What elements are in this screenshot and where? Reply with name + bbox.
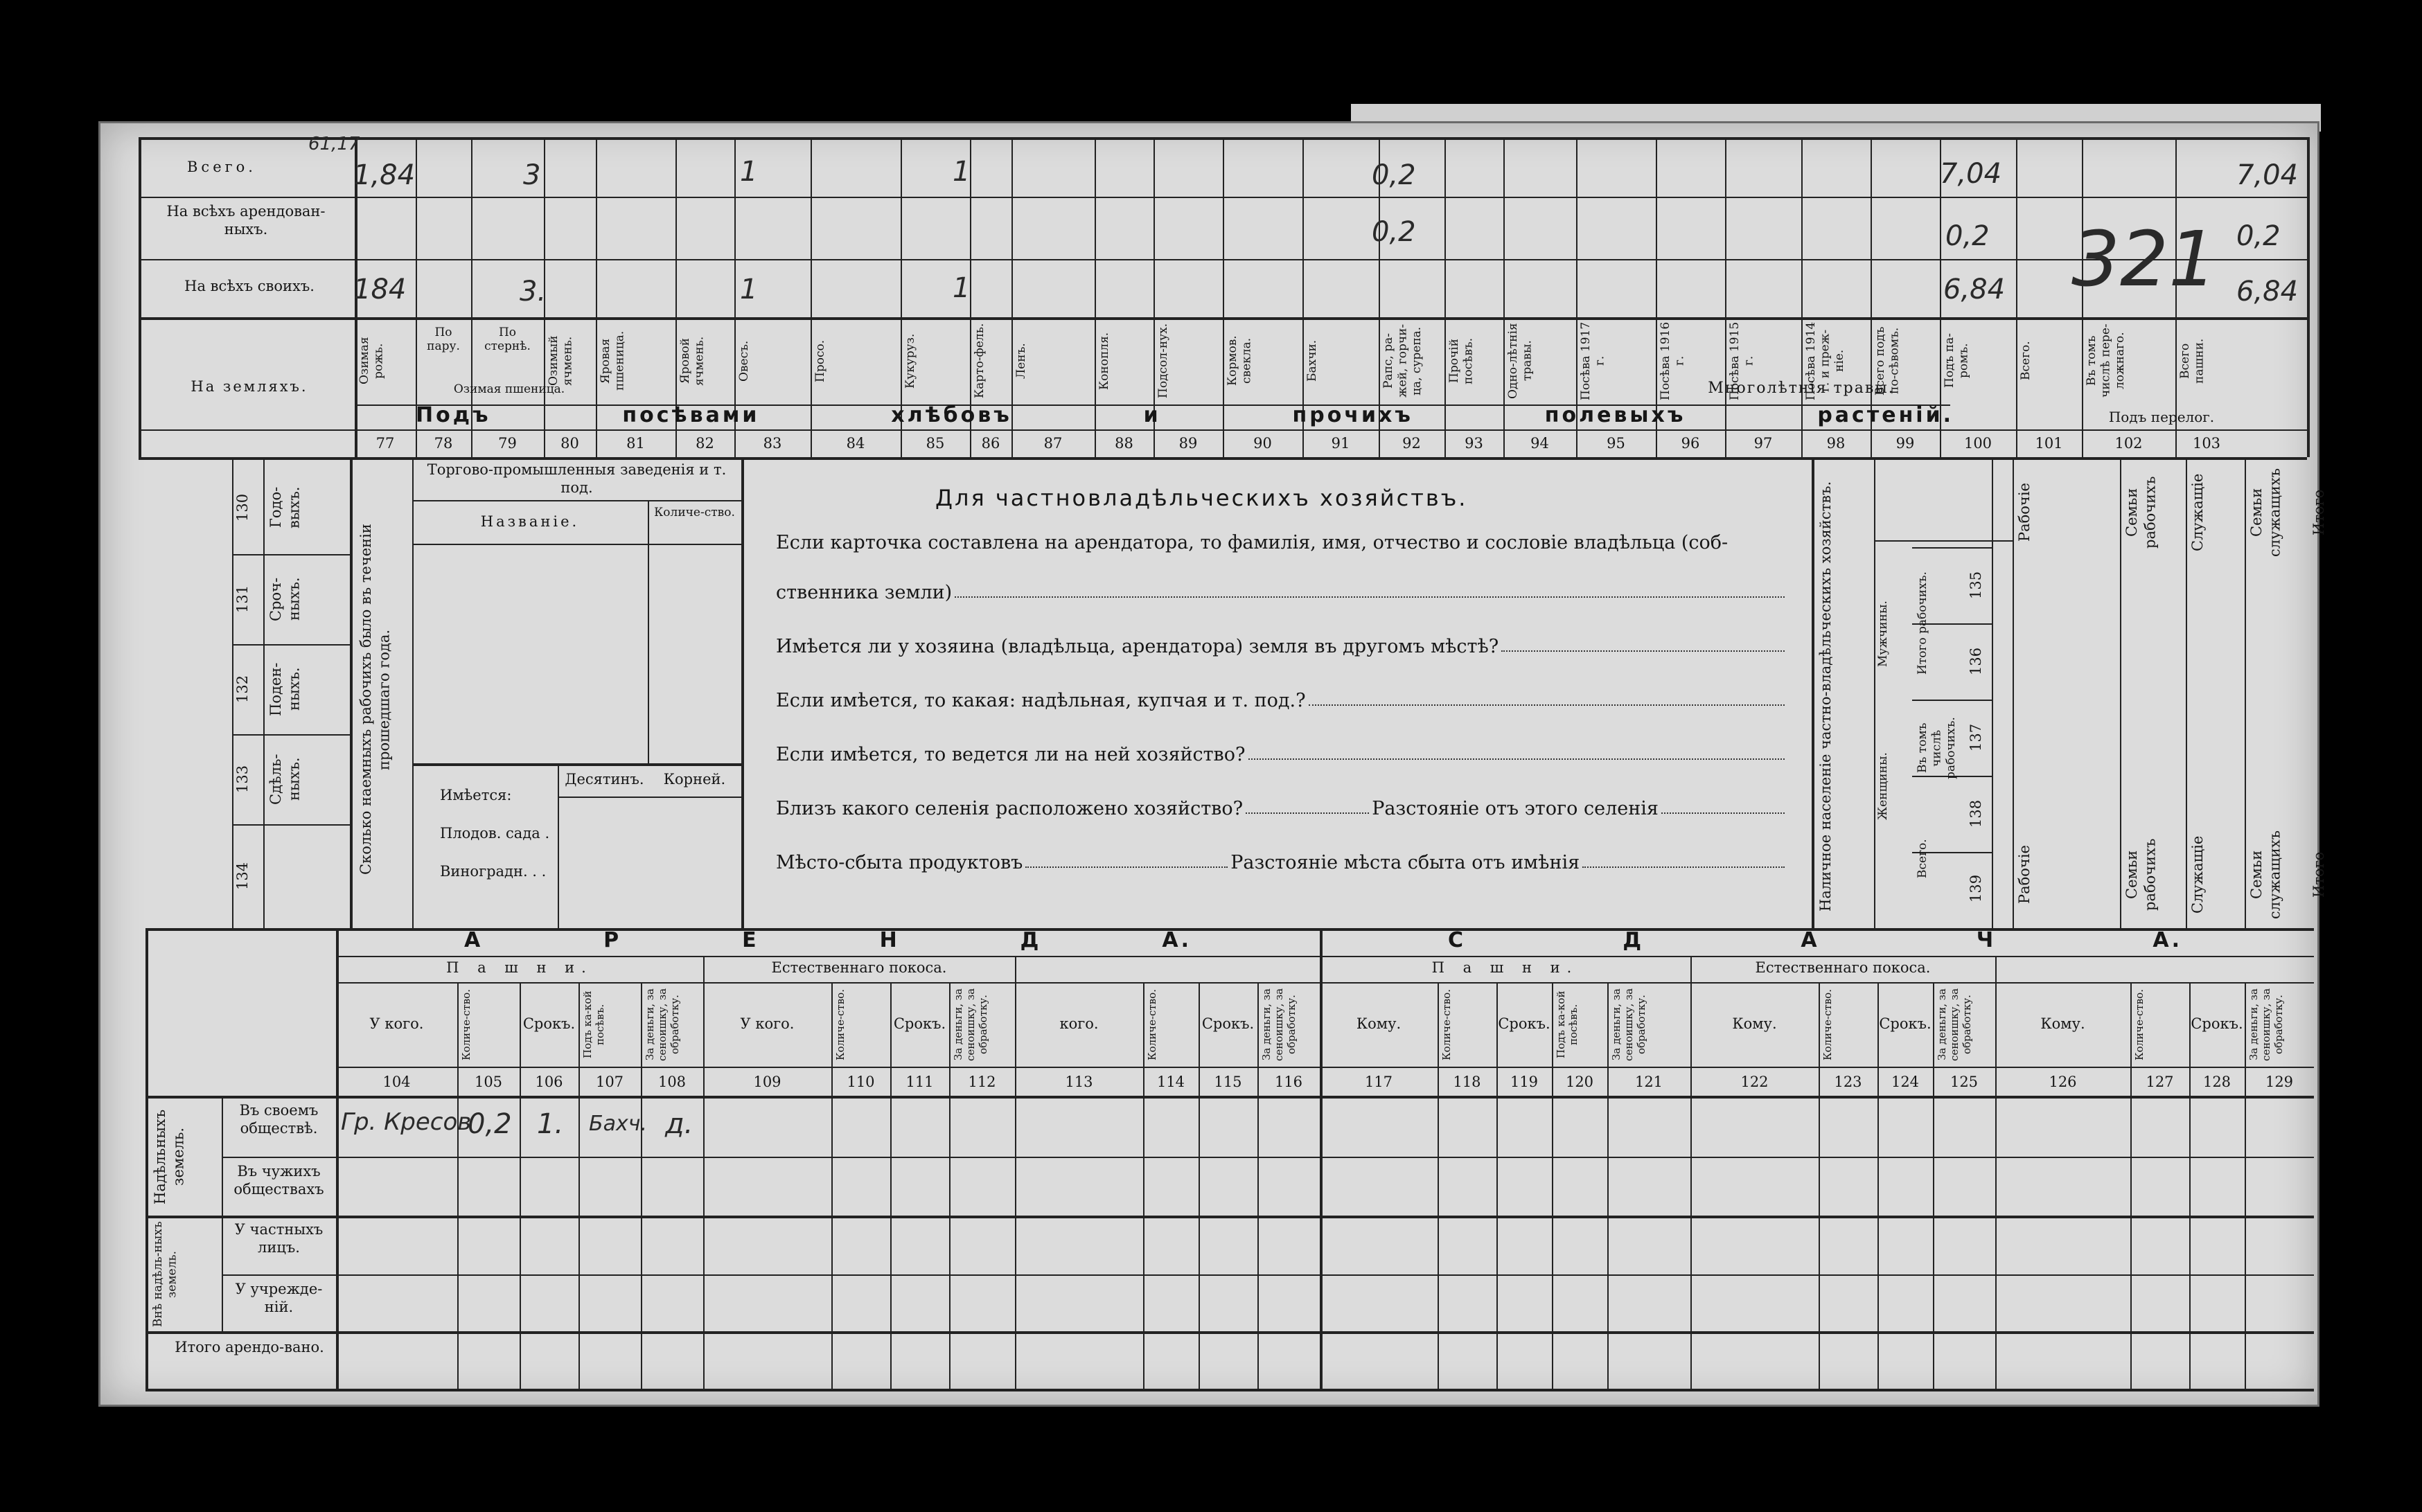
top-col-number: 89 (1178, 435, 1198, 452)
hand-svoih-rozh: 184 (353, 274, 407, 305)
bottom-col-divider (1819, 982, 1820, 1389)
top-col-label: Просо. (813, 339, 827, 382)
bottom-col-divider (1199, 982, 1200, 1389)
top-col-label: Посѣва 1915 г. (1728, 321, 1756, 400)
bottom-col-number: 104 (382, 1074, 411, 1090)
bottom-col-divider (1995, 982, 1997, 1389)
bottom-col-number: 127 (2146, 1074, 2174, 1090)
top-col-label: Всего подъ по-сѣвомъ. (1873, 326, 1902, 395)
bottom-col-label: За деньги, за сеноишку, за обработку. (644, 988, 681, 1062)
hand-arenda-srok: 1. (537, 1108, 564, 1140)
row-label-zemlyah: На земляхъ. (191, 378, 308, 395)
pop-itogo-rab: Итого рабочихъ. (1916, 571, 1929, 675)
hand-svoih-pashni: 6,84 (2236, 276, 2299, 308)
hand-svoih-kukuruza: 1 (953, 272, 971, 304)
nadel-label: Надѣльныхъ земель. (152, 1109, 187, 1204)
hand-vsego-posev: 7,04 (1940, 158, 2002, 190)
bottom-col-divider (336, 982, 337, 1389)
vne-label: Внѣ надѣль-ныхъ земель. (151, 1221, 179, 1327)
bottom-col-number: 117 (1364, 1074, 1393, 1090)
population-title: Наличное населенiе частно-владѣльческихъ хозяйствъ. (1817, 481, 1834, 911)
bottom-col-number: 119 (1510, 1074, 1539, 1090)
bottom-group-pokos: Естественнаго покоса. (771, 959, 947, 976)
bottom-col-number: 129 (2265, 1074, 2294, 1090)
bottom-col-divider (1015, 982, 1016, 1389)
bottom-group-divider (1995, 956, 1997, 982)
top-col-label: Карто-фель. (973, 323, 987, 399)
pop-cat-top: Семьи рабочихъ (2123, 476, 2159, 549)
bottom-col-divider (1496, 982, 1498, 1389)
q1-text: Если карточка составлена на арендатора, то фамилiя, имя, отчество и сословiе владѣльца (соб- (776, 532, 1729, 553)
q3-text: Если имѣется, то какая: надѣльная, купчая и т. под.? (776, 690, 1306, 711)
bottom-col-number: 107 (595, 1074, 624, 1090)
top-col-label: Рапс, ра-жей, горчи-ца, сурепа. (1381, 323, 1424, 398)
top-col-number: 84 (846, 435, 865, 452)
bottom-col-number: 118 (1453, 1074, 1481, 1090)
worker-col-label: Сроч-ныхъ. (267, 577, 303, 621)
hand-arend-bahchi: 0,2 (1372, 216, 1416, 248)
worker-col-label: Поден-ныхъ. (267, 662, 303, 716)
bottom-col-divider (1438, 982, 1439, 1389)
top-col-label: Посѣва 1914 г. и преж-нiе. (1804, 321, 1846, 400)
pop-cat-bottom: Семьи служащихъ (2248, 830, 2283, 919)
top-col-number: 80 (560, 435, 579, 452)
hand-arenda-posev: Бахч. (589, 1112, 647, 1136)
bottom-col-divider (2130, 982, 2132, 1389)
top-col-number: 99 (1895, 435, 1915, 452)
top-col-number: 83 (763, 435, 782, 452)
hand-vsego-yachmen: 1 (740, 156, 758, 188)
pop-vsego: Всего. (1916, 839, 1929, 879)
bottom-col-label: За деньги, за сеноишку, за обработку. (1260, 988, 1298, 1062)
bottom-col-number: 106 (535, 1074, 563, 1090)
top-col-number: 92 (1402, 435, 1421, 452)
hand-svoih-stern: 3. (520, 276, 547, 308)
row-chastnyh: У частныхъ лицъ. (234, 1221, 324, 1256)
bottom-col-label: За деньги, за сеноишку, за обработку. (1936, 988, 1973, 1062)
bottom-col-number: 125 (1950, 1074, 1979, 1090)
bottom-col-number: 124 (1891, 1074, 1920, 1090)
top-col-label: Подсол-нух. (1156, 323, 1170, 399)
top-col-number: 79 (498, 435, 517, 452)
top-col-label: Кормов. свекла. (1226, 335, 1254, 386)
top-col-number: 90 (1253, 435, 1272, 452)
hand-arenda-kol: 0,2 (468, 1108, 512, 1140)
row-label-svoih: На всѣхъ своихъ. (184, 278, 315, 294)
bottom-group-pokos: Естественнаго покоса. (1755, 959, 1931, 976)
bottom-col-label: За деньги, за сеноишку, за обработку. (2247, 988, 2285, 1062)
q6-text: Мѣсто-сбыта продуктовъ (776, 852, 1023, 873)
bottom-col-label: Срокъ. (522, 1015, 576, 1032)
bottom-col-divider (2189, 982, 2191, 1389)
bottom-col-number: 112 (968, 1074, 996, 1090)
pop-number: 137 (1968, 723, 1984, 752)
top-col-label: Въ томъ числѣ пере-ложнаго. (2085, 323, 2127, 398)
group-pod-posev: Подъ посѣвами хлѣбовъ и прочихъ полевыхъ растенiй. (416, 403, 1954, 427)
pop-cat-bottom: Итого (2310, 851, 2327, 898)
bottom-col-divider (641, 982, 642, 1389)
top-col-number: 96 (1681, 435, 1700, 452)
pop-zhensh: Женщины. (1876, 752, 1890, 820)
top-col-label: Конопля. (1097, 332, 1111, 390)
pop-muzh: Мужчины. (1876, 601, 1890, 667)
bottom-col-label: Количе-ство. (1146, 989, 1158, 1060)
trade-qty: Количе-ство. (654, 506, 735, 519)
top-col-number: 88 (1115, 435, 1133, 452)
top-col-number: 87 (1043, 435, 1063, 452)
top-col-label: По пару. (427, 326, 460, 354)
top-col-number: 103 (2192, 435, 2221, 452)
row-uchrezhd: У учрежде-нiй. (235, 1281, 323, 1316)
arenda-title: А Р Е Н Д А. (464, 928, 1192, 952)
top-col-number: 94 (1530, 435, 1549, 452)
bottom-col-label: Срокъ. (893, 1015, 946, 1032)
trade-korney: Корней. (663, 771, 726, 788)
sdacha-title: С Д А Ч А. (1448, 928, 2182, 952)
bottom-col-number: 111 (905, 1074, 934, 1090)
bottom-col-divider (1933, 982, 1934, 1389)
bottom-col-label: Подъ ка-кой посѣвъ. (581, 990, 606, 1059)
workers-title: Сколько наемныхъ рабочихъ было въ теченiи прошедшаго года. (357, 524, 393, 875)
top-col-label: Яровая пшеница. (599, 330, 627, 391)
bottom-col-label: Подъ ка-кой посѣвъ. (1555, 990, 1580, 1059)
top-col-label: Одно-лѣтнiя травы. (1506, 323, 1535, 399)
bottom-col-divider (703, 982, 705, 1389)
top-col-number: 95 (1607, 435, 1625, 452)
bottom-col-divider (520, 982, 521, 1389)
bottom-col-number: 105 (474, 1074, 503, 1090)
q5b-text: Разстоянiе отъ этого селенiя (1372, 798, 1659, 819)
top-col-number: 93 (1465, 435, 1483, 452)
worker-col-number: 133 (234, 765, 251, 794)
pop-cat-bottom: Рабочiе (2016, 845, 2033, 904)
bottom-col-number: 114 (1156, 1074, 1185, 1090)
bottom-col-divider (457, 982, 459, 1389)
hand-vsego-stern: 3 (523, 159, 541, 191)
hand-arend-pashni: 0,2 (2236, 220, 2281, 252)
top-col-number: 97 (1753, 435, 1773, 452)
hand-arend-posev: 0,2 (1945, 220, 1990, 252)
bottom-col-label: За деньги, за сеноишку, за обработку. (1610, 988, 1647, 1062)
top-col-label: Овесъ. (737, 340, 751, 382)
top-col-number: 100 (1963, 435, 1992, 452)
top-col-number: 85 (926, 435, 945, 452)
bottom-col-label: кого. (1059, 1015, 1099, 1032)
top-col-number: 98 (1826, 435, 1846, 452)
trade-sad: Плодов. сада . (440, 825, 550, 842)
pop-number: 135 (1968, 571, 1984, 600)
trade-name: Названiе. (480, 513, 580, 530)
bottom-col-label: Срокъ. (1498, 1015, 1550, 1032)
bottom-col-label: У кого. (369, 1015, 424, 1032)
hand-svoih-posev: 6,84 (1943, 274, 2006, 305)
bottom-col-label: У кого. (740, 1015, 795, 1032)
top-col-label: Подъ па-ромъ. (1943, 333, 1971, 389)
bottom-group-pashni: П а ш н и. (446, 959, 593, 976)
top-col-label: Всего пашни. (2178, 338, 2207, 384)
bottom-col-label: Количе-ство. (460, 989, 472, 1060)
bottom-col-divider (1877, 982, 1879, 1389)
group-mnogolet: Многолѣтнiя травы. (1708, 380, 1895, 397)
row-chuzhih: Въ чужихъ обществахъ (233, 1163, 324, 1198)
hand-vsego-pashni: 7,04 (2236, 159, 2299, 191)
top-col-label: Озимая рожь. (357, 337, 386, 385)
pop-cat-bottom: Семьи рабочихъ (2123, 838, 2159, 911)
worker-col-number: 132 (234, 675, 251, 704)
bottom-col-divider (2245, 982, 2246, 1389)
row-label-arend: На всѣхъ арендован-ныхъ. (166, 203, 326, 238)
row-svoem: Въ своемъ обществѣ. (239, 1102, 319, 1137)
worker-col-number: 130 (234, 493, 251, 522)
q5-text: Близъ какого селенiя расположено хозяйство? (776, 798, 1244, 819)
bottom-col-number: 123 (1834, 1074, 1862, 1090)
private-title: Для частновладѣльческихъ хозяйствъ. (935, 485, 1468, 511)
pop-cat-top: Итого (2310, 489, 2327, 536)
bottom-col-number: 110 (847, 1074, 875, 1090)
bottom-col-label: Количе-ство. (834, 989, 847, 1060)
bottom-col-label: За деньги, за сеноишку, за обработку. (952, 988, 989, 1062)
bottom-col-number: 121 (1634, 1074, 1663, 1090)
top-col-number: 102 (2114, 435, 2143, 452)
q1b-text: ственника земли) (776, 582, 953, 603)
top-col-number: 91 (1331, 435, 1350, 452)
top-col-label: Всего. (2019, 341, 2033, 381)
hand-big-number: 321 (2071, 215, 2217, 303)
group-pod-pereleg: Подъ перелог. (2108, 409, 2215, 425)
pop-cat-top: Семьи служащихъ (2248, 468, 2283, 558)
group-ozim-psh: Озимая пшеница. (453, 382, 565, 396)
bottom-col-divider (831, 982, 833, 1389)
top-col-number: 77 (375, 435, 395, 452)
bottom-col-label: Кому. (1356, 1015, 1402, 1032)
trade-vinograd: Виноградн. . . (440, 863, 547, 880)
bottom-col-label: Количе-ство. (2133, 989, 2146, 1060)
hand-vsego-kukuruza: 1 (953, 156, 971, 188)
bottom-col-label: Срокъ. (1201, 1015, 1255, 1032)
top-col-label: По стернѣ. (484, 326, 531, 354)
worker-col-label: Годо-выхъ. (267, 486, 303, 528)
bottom-col-number: 128 (2202, 1074, 2231, 1090)
trade-imeetsya: Имѣется: (440, 787, 512, 803)
bottom-col-label: Срокъ. (2191, 1015, 2243, 1032)
pop-number: 139 (1968, 874, 1984, 902)
pop-number: 138 (1968, 799, 1984, 828)
worker-col-number: 134 (234, 862, 251, 891)
bottom-col-divider (1607, 982, 1609, 1389)
top-col-number: 86 (981, 435, 1000, 452)
pop-cat-top: Служащiе (2189, 473, 2206, 552)
row-label-vsego: Всего. (187, 159, 256, 175)
bottom-col-label: Срокъ. (1879, 1015, 1932, 1032)
worker-col-number: 131 (234, 585, 251, 614)
bottom-col-number: 126 (2049, 1074, 2077, 1090)
hand-vsego-bahchi: 0,2 (1372, 159, 1416, 191)
hand-arenda-u-kogo: Гр. Кресов (341, 1108, 472, 1136)
trade-desyatin: Десятинъ. (565, 771, 644, 788)
bottom-col-label: Количе-ство. (1440, 989, 1453, 1060)
top-col-label: Озимый ячмень. (547, 335, 575, 386)
pop-cat-bottom: Служащiе (2189, 835, 2206, 914)
bottom-col-label: Количе-ство. (1821, 989, 1834, 1060)
bottom-group-pashni: П а ш н и. (1431, 959, 1579, 976)
bottom-col-divider (1552, 982, 1553, 1389)
hand-svoih-yachmen: 1 (740, 274, 758, 305)
bottom-col-divider (1143, 982, 1144, 1389)
top-col-label: Посѣва 1917 г. (1579, 321, 1607, 400)
bottom-col-number: 108 (657, 1074, 687, 1090)
pop-v-tom: Въ томъ числѣ рабочихъ. (1916, 717, 1958, 779)
top-col-label: Кукуруз. (903, 333, 917, 389)
bottom-col-divider (1320, 982, 1321, 1389)
row-itogo: Итого арендо-вано. (175, 1339, 324, 1355)
bottom-col-number: 122 (1740, 1074, 1769, 1090)
bottom-col-number: 113 (1065, 1074, 1093, 1090)
pop-cat-top: Рабочiе (2016, 483, 2033, 542)
q6b-text: Разстоянiе мѣста сбыта отъ имѣнiя (1230, 852, 1580, 873)
hand-vsego-small: 61,17 (308, 134, 360, 154)
top-col-number: 78 (434, 435, 453, 452)
q2-text: Имѣется ли у хозяина (владѣльца, арендатора) земля въ другомъ мѣстѣ? (776, 636, 1499, 657)
bottom-col-divider (1257, 982, 1259, 1389)
bottom-group-divider (1015, 956, 1016, 982)
bottom-col-divider (890, 982, 892, 1389)
trade-title: Торгово-промышленныя заведенiя и т. под. (427, 461, 727, 497)
bottom-col-number: 116 (1274, 1074, 1303, 1090)
bottom-col-divider (578, 982, 580, 1389)
top-col-label: Прочiй посѣвъ. (1447, 337, 1476, 384)
worker-col-label: Сдѣль-ныхъ. (267, 754, 303, 805)
q4-text: Если имѣется, то ведется ли на ней хозяйство? (776, 744, 1246, 765)
bottom-col-number: 120 (1565, 1074, 1594, 1090)
bottom-col-label: Кому. (1732, 1015, 1777, 1032)
bottom-col-label: Кому. (2040, 1015, 2085, 1032)
top-col-label: Посѣва 1916 г. (1659, 321, 1687, 400)
top-col-number: 81 (626, 435, 645, 452)
top-col-label: Бахчи. (1305, 339, 1319, 382)
pop-number: 136 (1968, 647, 1984, 676)
bottom-col-number: 109 (753, 1074, 781, 1090)
top-col-label: Ленъ. (1014, 343, 1028, 379)
top-col-number: 82 (696, 435, 714, 452)
hand-arenda-dengi: д. (665, 1108, 693, 1140)
top-col-number: 101 (2035, 435, 2063, 452)
bottom-col-divider (949, 982, 951, 1389)
bottom-col-divider (1690, 982, 1692, 1389)
bottom-col-number: 115 (1214, 1074, 1242, 1090)
top-col-label: Яровой ячмень. (678, 336, 707, 386)
hand-vsego-rozh: 1,84 (353, 159, 416, 191)
